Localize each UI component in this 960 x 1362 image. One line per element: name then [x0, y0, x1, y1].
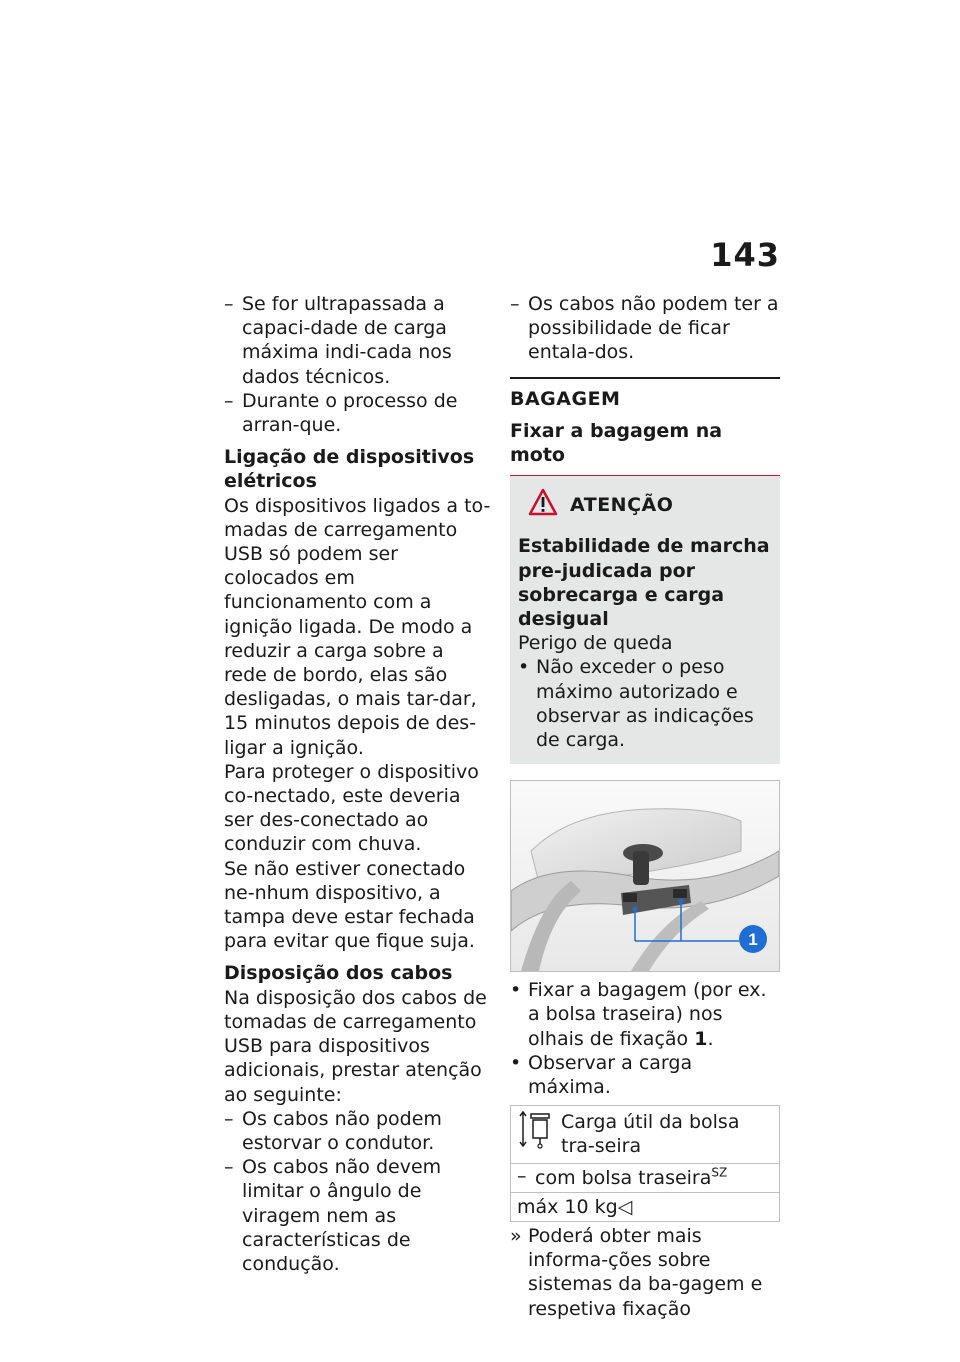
section-title: BAGAGEM	[510, 387, 621, 410]
list-item	[510, 292, 780, 365]
bullet-marker: •	[510, 1051, 522, 1074]
left-column	[224, 292, 492, 1276]
list-item	[224, 292, 492, 389]
subsection-title: Fixar a bagagem na moto	[510, 419, 723, 467]
paragraph: Para proteger o dispositivo co-nectado, este deveria ser des-conectado ao conduzir com chuva.	[224, 760, 479, 856]
list-item	[224, 389, 492, 437]
list-item-text: Se for ultrapassada a capaci-dade de carga máxima indi-cada nos dados técnicos.	[242, 293, 452, 388]
bullet-marker: •	[510, 979, 522, 1002]
dash-marker: –	[224, 389, 234, 412]
right-column	[510, 292, 780, 1321]
callout-number: 1	[748, 930, 758, 950]
cross-reference-text: Poderá obter mais informa-ções sobre sistemas da ba-gagem e respetiva fixação	[528, 1225, 763, 1320]
dash-marker: –	[510, 293, 520, 315]
list-item-text: Os cabos não podem ter a possibilidade de ficar entala-dos.	[528, 293, 779, 364]
warning-title: Estabilidade de marcha pre-judicada por sobrecarga e carga desigual	[518, 535, 770, 631]
warning-box	[510, 476, 780, 764]
list-item-text: Os cabos não devem limitar o ângulo de viragem nem as características de condução.	[242, 1156, 442, 1275]
luggage-figure	[510, 780, 780, 972]
heading-ligacao: Ligação de dispositivos elétricos	[224, 446, 475, 493]
table-header	[511, 1106, 779, 1162]
luggage-illustration	[511, 781, 779, 971]
reference-number: 1	[694, 1027, 708, 1050]
bullet-marker: •	[518, 656, 530, 679]
list-item-text: Fixar a bagagem (por ex. a bolsa traseira) nos olhais de fixação	[528, 979, 767, 1050]
paragraph: Os dispositivos ligados a to-madas de carregamento USB só podem ser colocados em funcionamento com a ignição ligada. De modo a reduzir a carga sobre a rede de bordo, elas são desligadas, o mais tar-dar, 15 minutos depois de des-ligar a ignição.	[224, 494, 491, 759]
cross-reference-icon: »	[510, 1225, 522, 1248]
list-item-text: Os cabos não podem estorvar o condutor.	[242, 1107, 442, 1154]
dash-marker: –	[517, 1164, 527, 1187]
page-number: 143	[710, 236, 780, 274]
cross-reference	[510, 1224, 780, 1321]
table-row	[511, 1163, 779, 1192]
dash-marker: –	[224, 1156, 234, 1179]
load-table	[510, 1105, 780, 1222]
luggage-weight-icon	[517, 1110, 553, 1156]
list-item-text: Observar a carga máxima.	[528, 1051, 693, 1099]
heading-disposicao: Disposição dos cabos	[224, 962, 453, 985]
table-cell: com bolsa traseira	[535, 1166, 712, 1189]
warning-header	[528, 488, 772, 522]
warning-risk: Perigo de queda	[518, 632, 673, 655]
paragraph: Se não estiver conectado ne-nhum dispositivo, a tampa deve estar fechada para evitar que fique suja.	[224, 857, 475, 953]
warning-label: ATENÇÃO	[570, 494, 674, 517]
footnote-mark: SZ	[711, 1165, 728, 1180]
table-header-text: Carga útil da bolsa tra-seira	[561, 1111, 740, 1158]
list-item	[224, 1155, 492, 1276]
table-cell: máx 10 kg	[517, 1195, 618, 1218]
list-item-end: .	[707, 1027, 714, 1050]
table-row	[511, 1192, 779, 1221]
subsection-header	[510, 419, 780, 476]
warning-action-text: Não exceder o peso máximo autorizado e observar as indicações de carga.	[536, 656, 754, 752]
list-item-text: Durante o processo de arran-que.	[242, 389, 458, 437]
warning-triangle-icon	[528, 488, 558, 522]
dash-marker: –	[224, 293, 234, 315]
paragraph: Na disposição dos cabos de tomadas de carregamento USB para dispositivos adicionais, prestar atenção ao seguinte:	[224, 986, 487, 1106]
list-item	[224, 1107, 492, 1155]
list-item	[510, 1051, 780, 1099]
list-item	[510, 978, 780, 1051]
section-header	[510, 377, 780, 411]
dash-marker: –	[224, 1107, 234, 1130]
warning-action	[518, 655, 772, 752]
end-marker-icon: ◁	[617, 1195, 633, 1218]
